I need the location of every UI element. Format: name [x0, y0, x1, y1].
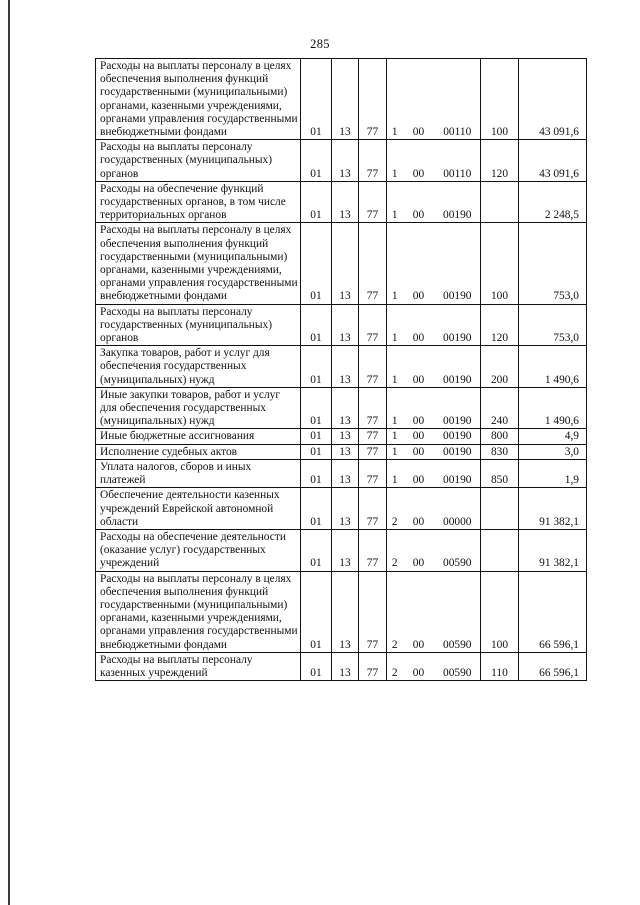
direction-code-cell: 00190: [435, 387, 481, 429]
section-code-cell: 01: [301, 346, 332, 388]
amount-cell: 4,9: [519, 429, 587, 444]
expense-name-cell: Расходы на выплаты персоналу в целях обеспечения выполнения функций государственными (муниципальными) органами, казенными учреждениями, органами управления государственными внебюджетными фондами: [96, 571, 301, 652]
expense-name-cell: Расходы на выплаты персоналу государственных (муниципальных) органов: [96, 304, 301, 346]
program-code-cell: 77: [359, 59, 387, 140]
program-code-cell: 77: [359, 140, 387, 182]
direction-code-cell: 00590: [435, 571, 481, 652]
segment-code-cell: 00: [403, 429, 435, 444]
table-row: [96, 346, 587, 388]
table-row: [96, 181, 587, 223]
segment-code-cell: 00: [403, 459, 435, 487]
section-code-cell: 01: [301, 429, 332, 444]
subsection-code-cell: 13: [332, 387, 359, 429]
expense-type-code-cell: [481, 488, 519, 530]
subsection-code-cell: 13: [332, 429, 359, 444]
program-code-cell: 77: [359, 304, 387, 346]
subprogram-code-cell: 2: [387, 652, 403, 680]
segment-code-cell: 00: [403, 181, 435, 223]
expense-name-cell: Иные бюджетные ассигнования: [96, 429, 301, 444]
segment-code-cell: 00: [403, 444, 435, 459]
program-code-cell: 77: [359, 387, 387, 429]
table-row: [96, 444, 587, 459]
subprogram-code-cell: 1: [387, 140, 403, 182]
direction-code-cell: 00190: [435, 444, 481, 459]
program-code-cell: 77: [359, 459, 387, 487]
direction-code-cell: 00190: [435, 181, 481, 223]
subsection-code-cell: 13: [332, 529, 359, 571]
direction-code-cell: 00190: [435, 459, 481, 487]
program-code-cell: 77: [359, 529, 387, 571]
segment-code-cell: 00: [403, 59, 435, 140]
segment-code-cell: 00: [403, 571, 435, 652]
section-code-cell: 01: [301, 223, 332, 304]
subsection-code-cell: 13: [332, 488, 359, 530]
section-code-cell: 01: [301, 304, 332, 346]
subprogram-code-cell: 2: [387, 488, 403, 530]
amount-cell: 91 382,1: [519, 488, 587, 530]
program-code-cell: 77: [359, 488, 387, 530]
subsection-code-cell: 13: [332, 571, 359, 652]
expense-type-code-cell: 800: [481, 429, 519, 444]
expense-type-code-cell: [481, 181, 519, 223]
expense-type-code-cell: 830: [481, 444, 519, 459]
section-code-cell: 01: [301, 387, 332, 429]
direction-code-cell: 00000: [435, 488, 481, 530]
direction-code-cell: 00110: [435, 140, 481, 182]
subprogram-code-cell: 1: [387, 59, 403, 140]
expense-type-code-cell: 120: [481, 140, 519, 182]
amount-cell: 1 490,6: [519, 346, 587, 388]
amount-cell: 43 091,6: [519, 59, 587, 140]
expense-type-code-cell: 100: [481, 571, 519, 652]
subsection-code-cell: 13: [332, 181, 359, 223]
section-code-cell: 01: [301, 571, 332, 652]
subprogram-code-cell: 1: [387, 444, 403, 459]
expense-name-cell: Расходы на обеспечение функций государственных органов, в том числе территориальных органов: [96, 181, 301, 223]
program-code-cell: 77: [359, 571, 387, 652]
expense-type-code-cell: 100: [481, 59, 519, 140]
direction-code-cell: 00190: [435, 429, 481, 444]
table-row: [96, 140, 587, 182]
direction-code-cell: 00190: [435, 304, 481, 346]
subsection-code-cell: 13: [332, 304, 359, 346]
table-row: [96, 223, 587, 304]
expense-type-code-cell: 120: [481, 304, 519, 346]
section-code-cell: 01: [301, 140, 332, 182]
expense-name-cell: Иные закупки товаров, работ и услуг для обеспечения государственных (муниципальных) нужд: [96, 387, 301, 429]
subsection-code-cell: 13: [332, 59, 359, 140]
expense-name-cell: Расходы на обеспечение деятельности (оказание услуг) государственных учреждений: [96, 529, 301, 571]
segment-code-cell: 00: [403, 223, 435, 304]
table-row: [96, 304, 587, 346]
table-row: [96, 652, 587, 680]
expense-type-code-cell: 200: [481, 346, 519, 388]
amount-cell: 1,9: [519, 459, 587, 487]
amount-cell: 3,0: [519, 444, 587, 459]
amount-cell: 1 490,6: [519, 387, 587, 429]
table-row: [96, 59, 587, 140]
expense-name-cell: Расходы на выплаты персоналу казенных учреждений: [96, 652, 301, 680]
expense-type-code-cell: 110: [481, 652, 519, 680]
expense-name-cell: Расходы на выплаты персоналу государственных (муниципальных) органов: [96, 140, 301, 182]
subprogram-code-cell: 2: [387, 571, 403, 652]
table-row: [96, 529, 587, 571]
expense-name-cell: Закупка товаров, работ и услуг для обеспечения государственных (муниципальных) нужд: [96, 346, 301, 388]
direction-code-cell: 00190: [435, 223, 481, 304]
segment-code-cell: 00: [403, 488, 435, 530]
scan-margin-line: [8, 0, 10, 905]
subsection-code-cell: 13: [332, 346, 359, 388]
subprogram-code-cell: 1: [387, 304, 403, 346]
section-code-cell: 01: [301, 529, 332, 571]
page-number: 285: [310, 37, 330, 51]
expense-name-cell: Расходы на выплаты персоналу в целях обеспечения выполнения функций государственными (муниципальными) органами, казенными учреждениями, органами управления государственными внебюджетными фондами: [96, 59, 301, 140]
expense-name-cell: Обеспечение деятельности казенных учреждений Еврейской автономной области: [96, 488, 301, 530]
amount-cell: 753,0: [519, 223, 587, 304]
expense-type-code-cell: 100: [481, 223, 519, 304]
table-row: [96, 488, 587, 530]
direction-code-cell: 00590: [435, 652, 481, 680]
segment-code-cell: 00: [403, 652, 435, 680]
program-code-cell: 77: [359, 223, 387, 304]
subsection-code-cell: 13: [332, 459, 359, 487]
segment-code-cell: 00: [403, 140, 435, 182]
program-code-cell: 77: [359, 429, 387, 444]
section-code-cell: 01: [301, 652, 332, 680]
subprogram-code-cell: 2: [387, 529, 403, 571]
direction-code-cell: 00590: [435, 529, 481, 571]
subsection-code-cell: 13: [332, 444, 359, 459]
subsection-code-cell: 13: [332, 652, 359, 680]
amount-cell: 2 248,5: [519, 181, 587, 223]
subprogram-code-cell: 1: [387, 181, 403, 223]
amount-cell: 66 596,1: [519, 571, 587, 652]
program-code-cell: 77: [359, 444, 387, 459]
program-code-cell: 77: [359, 181, 387, 223]
subprogram-code-cell: 1: [387, 387, 403, 429]
table-row: [96, 459, 587, 487]
amount-cell: 91 382,1: [519, 529, 587, 571]
direction-code-cell: 00110: [435, 59, 481, 140]
subprogram-code-cell: 1: [387, 223, 403, 304]
table-row: [96, 387, 587, 429]
subprogram-code-cell: 1: [387, 429, 403, 444]
program-code-cell: 77: [359, 652, 387, 680]
section-code-cell: 01: [301, 444, 332, 459]
budget-table-body: [96, 59, 587, 681]
expense-type-code-cell: [481, 529, 519, 571]
table-row: [96, 571, 587, 652]
section-code-cell: 01: [301, 59, 332, 140]
subsection-code-cell: 13: [332, 140, 359, 182]
amount-cell: 66 596,1: [519, 652, 587, 680]
expense-name-cell: Исполнение судебных актов: [96, 444, 301, 459]
amount-cell: 43 091,6: [519, 140, 587, 182]
section-code-cell: 01: [301, 488, 332, 530]
expense-type-code-cell: 850: [481, 459, 519, 487]
expense-name-cell: Расходы на выплаты персоналу в целях обеспечения выполнения функций государственными (муниципальными) органами, казенными учреждениями, органами управления государственными внебюджетными фондами: [96, 223, 301, 304]
section-code-cell: 01: [301, 181, 332, 223]
section-code-cell: 01: [301, 459, 332, 487]
subsection-code-cell: 13: [332, 223, 359, 304]
segment-code-cell: 00: [403, 529, 435, 571]
program-code-cell: 77: [359, 346, 387, 388]
subprogram-code-cell: 1: [387, 459, 403, 487]
segment-code-cell: 00: [403, 387, 435, 429]
direction-code-cell: 00190: [435, 346, 481, 388]
segment-code-cell: 00: [403, 304, 435, 346]
budget-table: [95, 58, 587, 681]
segment-code-cell: 00: [403, 346, 435, 388]
subprogram-code-cell: 1: [387, 346, 403, 388]
expense-type-code-cell: 240: [481, 387, 519, 429]
table-row: [96, 429, 587, 444]
expense-name-cell: Уплата налогов, сборов и иных платежей: [96, 459, 301, 487]
amount-cell: 753,0: [519, 304, 587, 346]
